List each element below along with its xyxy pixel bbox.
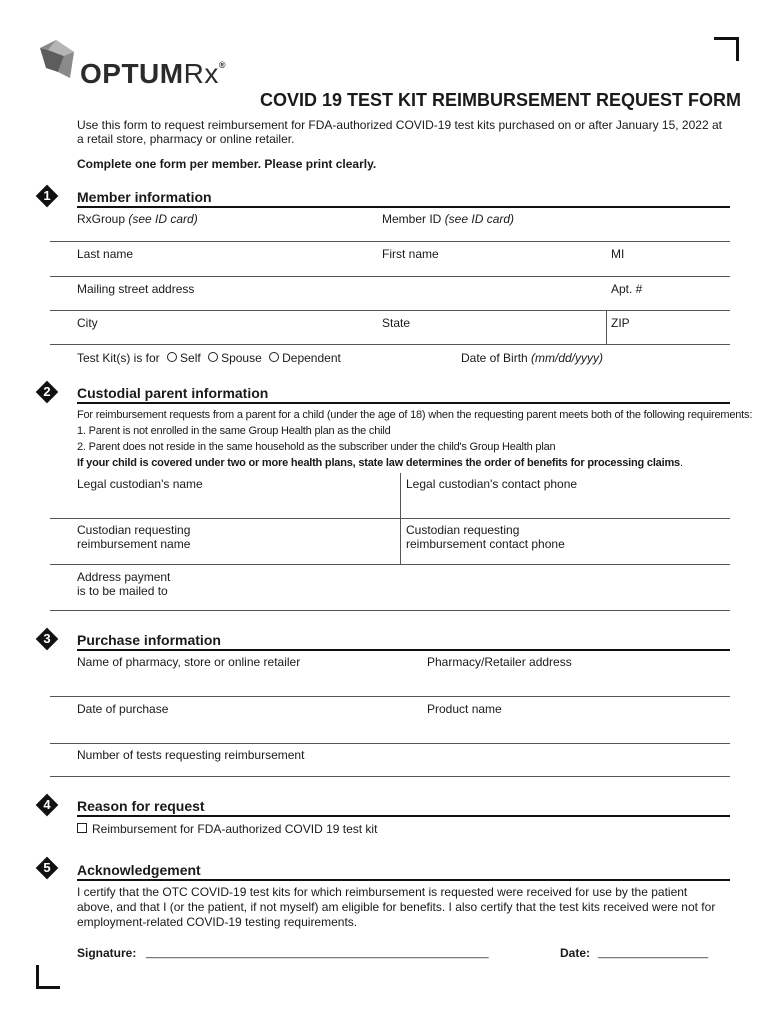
- intro-line-1: Use this form to request reimbursement for FDA-authorized COVID-19 test kits purchased on or after January 15, 2022 at: [77, 118, 722, 132]
- zip-field[interactable]: ZIP: [611, 316, 630, 330]
- self-radio[interactable]: [167, 352, 177, 362]
- test-kit-for-label: Test Kit(s) is for: [77, 351, 160, 365]
- field-divider: [50, 241, 730, 242]
- self-label: Self: [180, 351, 201, 365]
- product-name-field[interactable]: Product name: [427, 702, 502, 716]
- reason-checkbox[interactable]: [77, 823, 87, 833]
- mi-field[interactable]: MI: [611, 247, 625, 261]
- field-divider: [50, 776, 730, 777]
- section-4-marker: 4: [36, 794, 58, 816]
- retailer-address-field[interactable]: Pharmacy/Retailer address: [427, 655, 572, 669]
- field-divider: [50, 743, 730, 744]
- member-id-label[interactable]: Member ID (see ID card): [382, 212, 515, 226]
- signature-field[interactable]: ________________________________________________________: [146, 947, 489, 959]
- city-field[interactable]: City: [77, 316, 98, 330]
- crop-mark-top-right: [714, 37, 739, 61]
- field-divider: [50, 310, 730, 311]
- payment-address-field[interactable]: Address payment is to be mailed to: [77, 570, 171, 598]
- requesting-custodian-phone-field[interactable]: Custodian requesting reimbursement contact phone: [406, 523, 565, 551]
- section-2-rule: [77, 402, 730, 404]
- section-3-rule: [77, 649, 730, 651]
- section-4-rule: [77, 815, 730, 817]
- retailer-name-field[interactable]: Name of pharmacy, store or online retailer: [77, 655, 301, 669]
- rxgroup-label[interactable]: RxGroup (see ID card): [77, 212, 198, 226]
- dependent-label: Dependent: [282, 351, 341, 365]
- test-kit-for-row: [77, 351, 341, 365]
- dob-field[interactable]: Date of Birth (mm/dd/yyyy): [461, 351, 604, 365]
- spouse-radio[interactable]: [208, 352, 218, 362]
- section-3-marker: 3: [36, 628, 58, 650]
- date-label: Date:: [560, 946, 591, 960]
- logo-brand: OPTUM: [80, 58, 184, 89]
- logo-registered: ®: [218, 60, 226, 70]
- legal-custodian-name-field[interactable]: Legal custodian's name: [77, 477, 203, 491]
- reason-option-label: Reimbursement for FDA-authorized COVID 19 test kit: [92, 822, 378, 836]
- section-2-marker: 2: [36, 381, 58, 403]
- optum-logo-icon: [36, 38, 78, 82]
- acknowledgement-line-2: above, and that I (or the patient, if not myself) am eligible for benefits. I also certify that the test kits received were not for: [77, 900, 716, 914]
- section-1-marker: 1: [36, 185, 58, 207]
- field-divider: [50, 276, 730, 277]
- section-1-title: Member information: [77, 189, 212, 205]
- spouse-label: Spouse: [221, 351, 262, 365]
- intro-line-2: a retail store, pharmacy or online retailer.: [77, 132, 295, 146]
- apt-field[interactable]: Apt. #: [611, 282, 643, 296]
- section-4-title: Reason for request: [77, 798, 205, 814]
- section-5-title: Acknowledgement: [77, 862, 201, 878]
- field-divider: [50, 564, 730, 565]
- field-divider: [50, 696, 730, 697]
- custodial-requirements-intro: For reimbursement requests from a parent for a child (under the age of 18) when the requesting parent meets both of the following requirements:: [77, 409, 753, 421]
- first-name-field[interactable]: First name: [382, 247, 439, 261]
- field-divider: [50, 518, 730, 519]
- acknowledgement-line-1: I certify that the OTC COVID-19 test kits for which reimbursement is requested were received for use by the patient: [77, 885, 688, 899]
- dependent-radio[interactable]: [269, 352, 279, 362]
- purchase-date-field[interactable]: Date of purchase: [77, 702, 169, 716]
- section-2-title: Custodial parent information: [77, 385, 269, 401]
- crop-mark-bottom-left: [36, 965, 60, 989]
- section-5-rule: [77, 879, 730, 881]
- field-divider: [50, 610, 730, 611]
- form-title: COVID 19 TEST KIT REIMBURSEMENT REQUEST FORM: [260, 90, 742, 110]
- custodial-requirement-1: 1. Parent is not enrolled in the same Group Health plan as the child: [77, 425, 391, 437]
- zip-divider: [606, 310, 607, 344]
- num-tests-field[interactable]: Number of tests requesting reimbursement: [77, 748, 305, 762]
- mailing-address-field[interactable]: Mailing street address: [77, 282, 195, 296]
- signature-label: Signature:: [77, 946, 137, 960]
- section-5-marker: 5: [36, 857, 58, 879]
- optum-rx-logo: [80, 58, 226, 90]
- field-divider: [50, 344, 730, 345]
- custodial-requirement-2: 2. Parent does not reside in the same household as the subscriber under the child's Group Health plan: [77, 441, 556, 453]
- section-1-rule: [77, 206, 730, 208]
- state-field[interactable]: State: [382, 316, 411, 330]
- reason-option[interactable]: [77, 822, 377, 836]
- legal-custodian-phone-field[interactable]: Legal custodian's contact phone: [406, 477, 578, 491]
- acknowledgement-line-3: employment-related COVID-19 testing requirements.: [77, 915, 358, 929]
- last-name-field[interactable]: Last name: [77, 247, 134, 261]
- section-3-title: Purchase information: [77, 632, 221, 648]
- date-field[interactable]: __________________: [598, 947, 709, 959]
- requesting-custodian-name-field[interactable]: Custodian requesting reimbursement name: [77, 523, 191, 551]
- custodial-note: If your child is covered under two or more health plans, state law determines the order of benefits for processing claims.: [77, 457, 683, 469]
- intro-instruction: Complete one form per member. Please print clearly.: [77, 157, 377, 171]
- logo-suffix: Rx: [183, 58, 219, 89]
